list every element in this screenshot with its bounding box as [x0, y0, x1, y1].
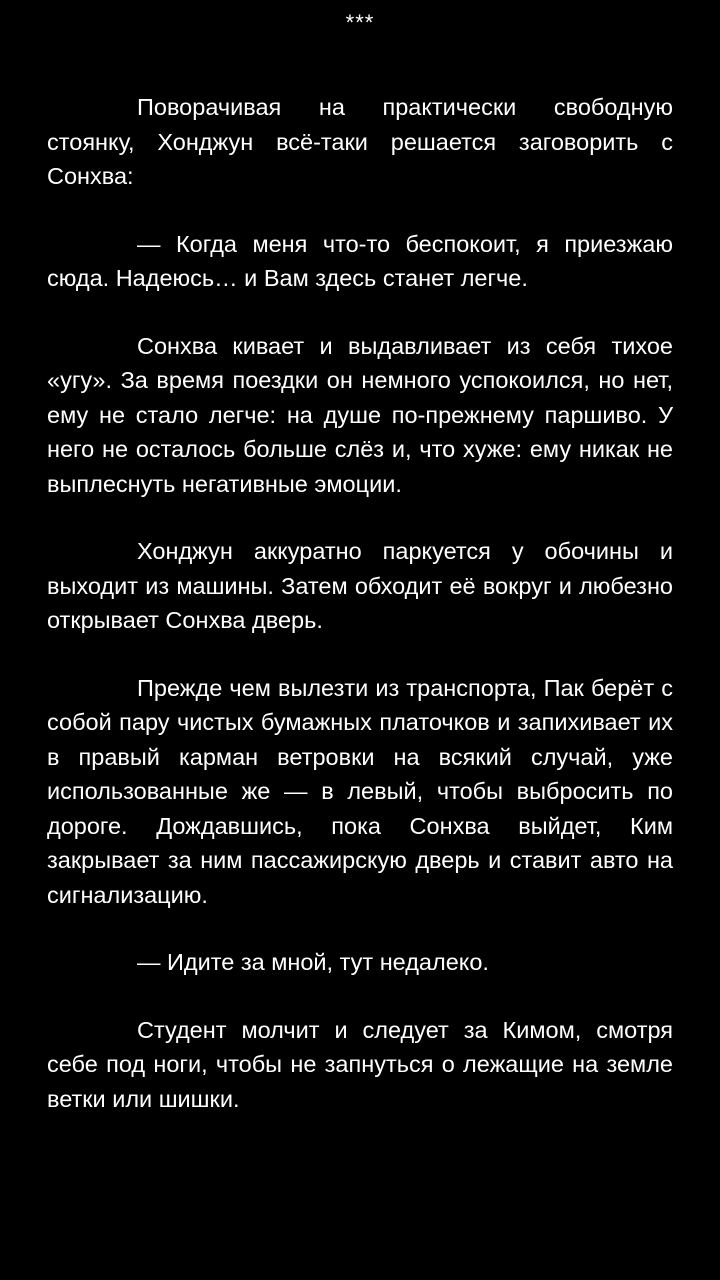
- paragraph: Прежде чем вылезти из транспорта, Пак берёт с собой пару чистых бумажных платочков и запихивает их в правый карман ветровки на всякий случай, уже использованные же — в левый, чтобы выбросить по дороге. Дождавшись, пока Сонхва выйдет, Ким закрывает за ним пассажирскую дверь и ставит авто на сигнализацию.: [47, 674, 673, 908]
- reader-page[interactable]: [47, 0, 673, 1280]
- paragraph: Хонджун аккуратно паркуется у обочины и выходит из машины. Затем обходит её вокруг и любезно открывает Сонхва дверь.: [47, 538, 673, 633]
- section-separator: ***: [345, 10, 375, 35]
- paragraph: — Идите за мной, тут недалеко.: [137, 949, 489, 975]
- paragraph: Сонхва кивает и выдавливает из себя тихое «угу». За время поездки он немного успокоился, но нет, ему не стало легче: на душе по-прежнему паршиво. У него не осталось больше слёз и, что хуже: ему никак не выплеснуть негативные эмоции.: [47, 332, 673, 497]
- paragraph: Студент молчит и следует за Кимом, смотря себе под ноги, чтобы не запнуться о лежащие на земле ветки или шишки.: [47, 1016, 673, 1112]
- paragraph: — Когда меня что-то беспокоит, я приезжаю сюда. Надеюсь… и Вам здесь станет легче.: [47, 230, 673, 291]
- paragraph: Поворачивая на практически свободную стоянку, Хонджун всё-таки решается заговорить с Сонхва:: [47, 94, 673, 189]
